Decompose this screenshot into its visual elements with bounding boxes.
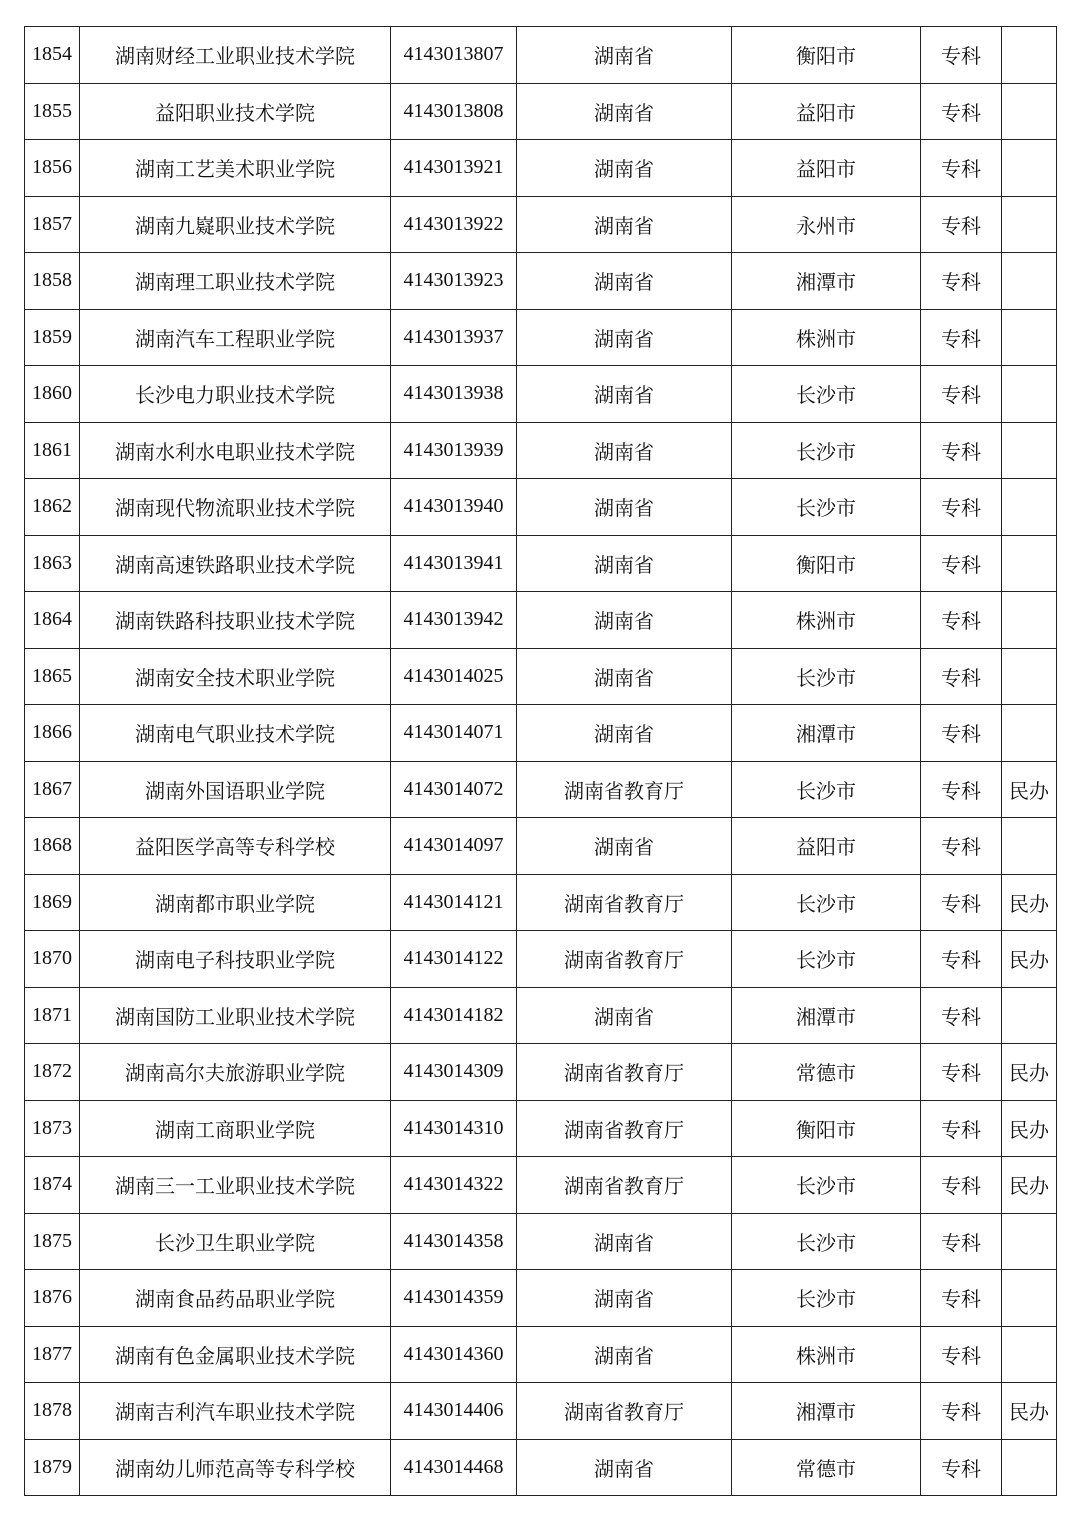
remark-cell [1002, 1326, 1057, 1383]
city-cell: 株洲市 [732, 309, 921, 366]
row-number-cell: 1867 [25, 761, 80, 818]
institution-code-cell: 4143014097 [391, 818, 517, 875]
city-cell: 株洲市 [732, 1326, 921, 1383]
remark-cell [1002, 818, 1057, 875]
supervising-department-cell: 湖南省教育厅 [517, 874, 732, 931]
institution-code-cell: 4143014358 [391, 1213, 517, 1270]
institution-name-cell: 湖南幼儿师范高等专科学校 [80, 1439, 391, 1496]
institution-name-cell: 益阳医学高等专科学校 [80, 818, 391, 875]
institution-code-cell: 4143013808 [391, 83, 517, 140]
remark-cell [1002, 1213, 1057, 1270]
education-level-cell: 专科 [921, 140, 1002, 197]
city-cell: 湘潭市 [732, 253, 921, 310]
city-cell: 益阳市 [732, 83, 921, 140]
institution-code-cell: 4143013942 [391, 592, 517, 649]
institution-name-cell: 长沙卫生职业学院 [80, 1213, 391, 1270]
education-level-cell: 专科 [921, 479, 1002, 536]
row-number-cell: 1858 [25, 253, 80, 310]
institution-code-cell: 4143013921 [391, 140, 517, 197]
supervising-department-cell: 湖南省教育厅 [517, 1044, 732, 1101]
city-cell: 长沙市 [732, 648, 921, 705]
table-row [25, 140, 1057, 197]
row-number-cell: 1878 [25, 1383, 80, 1440]
institution-name-cell: 湖南九嶷职业技术学院 [80, 196, 391, 253]
remark-cell: 民办 [1002, 761, 1057, 818]
remark-cell: 民办 [1002, 1383, 1057, 1440]
table-row [25, 1270, 1057, 1327]
remark-cell [1002, 196, 1057, 253]
institution-name-cell: 湖南现代物流职业技术学院 [80, 479, 391, 536]
institution-name-cell: 长沙电力职业技术学院 [80, 366, 391, 423]
city-cell: 长沙市 [732, 1213, 921, 1270]
institution-name-cell: 湖南高尔夫旅游职业学院 [80, 1044, 391, 1101]
remark-cell: 民办 [1002, 1100, 1057, 1157]
remark-cell [1002, 705, 1057, 762]
remark-cell [1002, 83, 1057, 140]
city-cell: 长沙市 [732, 761, 921, 818]
institution-name-cell: 湖南工商职业学院 [80, 1100, 391, 1157]
education-level-cell: 专科 [921, 874, 1002, 931]
institution-code-cell: 4143013938 [391, 366, 517, 423]
institution-code-cell: 4143013922 [391, 196, 517, 253]
table-row [25, 818, 1057, 875]
supervising-department-cell: 湖南省 [517, 253, 732, 310]
institution-code-cell: 4143014359 [391, 1270, 517, 1327]
supervising-department-cell: 湖南省 [517, 987, 732, 1044]
institution-name-cell: 湖南理工职业技术学院 [80, 253, 391, 310]
table-row [25, 83, 1057, 140]
city-cell: 株洲市 [732, 592, 921, 649]
table-row [25, 1439, 1057, 1496]
city-cell: 衡阳市 [732, 535, 921, 592]
education-level-cell: 专科 [921, 1270, 1002, 1327]
table-row [25, 705, 1057, 762]
institution-name-cell: 湖南安全技术职业学院 [80, 648, 391, 705]
education-level-cell: 专科 [921, 1044, 1002, 1101]
row-number-cell: 1877 [25, 1326, 80, 1383]
table-row [25, 1326, 1057, 1383]
row-number-cell: 1868 [25, 818, 80, 875]
supervising-department-cell: 湖南省 [517, 1213, 732, 1270]
remark-cell [1002, 1439, 1057, 1496]
supervising-department-cell: 湖南省 [517, 196, 732, 253]
remark-cell [1002, 140, 1057, 197]
remark-cell [1002, 592, 1057, 649]
institution-name-cell: 湖南水利水电职业技术学院 [80, 422, 391, 479]
table-row [25, 592, 1057, 649]
education-level-cell: 专科 [921, 196, 1002, 253]
remark-cell: 民办 [1002, 1157, 1057, 1214]
row-number-cell: 1861 [25, 422, 80, 479]
institution-code-cell: 4143013939 [391, 422, 517, 479]
city-cell: 长沙市 [732, 1270, 921, 1327]
row-number-cell: 1854 [25, 27, 80, 84]
table-row [25, 1044, 1057, 1101]
city-cell: 衡阳市 [732, 27, 921, 84]
city-cell: 长沙市 [732, 1157, 921, 1214]
row-number-cell: 1859 [25, 309, 80, 366]
education-level-cell: 专科 [921, 1326, 1002, 1383]
remark-cell: 民办 [1002, 931, 1057, 988]
education-level-cell: 专科 [921, 705, 1002, 762]
supervising-department-cell: 湖南省教育厅 [517, 1100, 732, 1157]
education-level-cell: 专科 [921, 818, 1002, 875]
city-cell: 益阳市 [732, 818, 921, 875]
institution-name-cell: 湖南工艺美术职业学院 [80, 140, 391, 197]
city-cell: 衡阳市 [732, 1100, 921, 1157]
row-number-cell: 1863 [25, 535, 80, 592]
supervising-department-cell: 湖南省 [517, 648, 732, 705]
table-row [25, 1213, 1057, 1270]
row-number-cell: 1865 [25, 648, 80, 705]
education-level-cell: 专科 [921, 83, 1002, 140]
city-cell: 长沙市 [732, 366, 921, 423]
education-level-cell: 专科 [921, 309, 1002, 366]
table-row [25, 479, 1057, 536]
table-row [25, 931, 1057, 988]
supervising-department-cell: 湖南省 [517, 818, 732, 875]
table-row [25, 1383, 1057, 1440]
institution-code-cell: 4143014309 [391, 1044, 517, 1101]
table-body [25, 27, 1057, 1496]
institution-name-cell: 湖南财经工业职业技术学院 [80, 27, 391, 84]
table-row [25, 366, 1057, 423]
institution-name-cell: 湖南国防工业职业技术学院 [80, 987, 391, 1044]
institution-name-cell: 湖南都市职业学院 [80, 874, 391, 931]
supervising-department-cell: 湖南省 [517, 1326, 732, 1383]
institution-code-cell: 4143014122 [391, 931, 517, 988]
supervising-department-cell: 湖南省 [517, 366, 732, 423]
table-row [25, 1157, 1057, 1214]
institution-name-cell: 湖南食品药品职业学院 [80, 1270, 391, 1327]
remark-cell [1002, 27, 1057, 84]
table-row [25, 196, 1057, 253]
institution-name-cell: 湖南电气职业技术学院 [80, 705, 391, 762]
supervising-department-cell: 湖南省 [517, 1270, 732, 1327]
institution-code-cell: 4143014310 [391, 1100, 517, 1157]
institution-code-cell: 4143014406 [391, 1383, 517, 1440]
row-number-cell: 1870 [25, 931, 80, 988]
institution-code-cell: 4143014182 [391, 987, 517, 1044]
supervising-department-cell: 湖南省 [517, 422, 732, 479]
institution-code-cell: 4143013941 [391, 535, 517, 592]
table-row [25, 309, 1057, 366]
education-level-cell: 专科 [921, 535, 1002, 592]
row-number-cell: 1869 [25, 874, 80, 931]
supervising-department-cell: 湖南省 [517, 309, 732, 366]
education-level-cell: 专科 [921, 253, 1002, 310]
table-row [25, 874, 1057, 931]
supervising-department-cell: 湖南省 [517, 535, 732, 592]
supervising-department-cell: 湖南省 [517, 83, 732, 140]
institution-code-cell: 4143014468 [391, 1439, 517, 1496]
supervising-department-cell: 湖南省 [517, 27, 732, 84]
table-row [25, 987, 1057, 1044]
institution-name-cell: 湖南高速铁路职业技术学院 [80, 535, 391, 592]
row-number-cell: 1860 [25, 366, 80, 423]
supervising-department-cell: 湖南省教育厅 [517, 1383, 732, 1440]
remark-cell: 民办 [1002, 874, 1057, 931]
institution-name-cell: 益阳职业技术学院 [80, 83, 391, 140]
city-cell: 常德市 [732, 1044, 921, 1101]
remark-cell [1002, 422, 1057, 479]
table-row [25, 1100, 1057, 1157]
city-cell: 湘潭市 [732, 1383, 921, 1440]
remark-cell [1002, 648, 1057, 705]
city-cell: 永州市 [732, 196, 921, 253]
row-number-cell: 1879 [25, 1439, 80, 1496]
education-level-cell: 专科 [921, 1100, 1002, 1157]
city-cell: 长沙市 [732, 479, 921, 536]
remark-cell [1002, 309, 1057, 366]
education-level-cell: 专科 [921, 1439, 1002, 1496]
supervising-department-cell: 湖南省 [517, 592, 732, 649]
city-cell: 长沙市 [732, 874, 921, 931]
remark-cell: 民办 [1002, 1044, 1057, 1101]
row-number-cell: 1874 [25, 1157, 80, 1214]
education-level-cell: 专科 [921, 27, 1002, 84]
city-cell: 长沙市 [732, 931, 921, 988]
supervising-department-cell: 湖南省教育厅 [517, 761, 732, 818]
supervising-department-cell: 湖南省 [517, 140, 732, 197]
table-row [25, 535, 1057, 592]
row-number-cell: 1875 [25, 1213, 80, 1270]
row-number-cell: 1871 [25, 987, 80, 1044]
institution-code-cell: 4143014322 [391, 1157, 517, 1214]
institution-code-cell: 4143013940 [391, 479, 517, 536]
table-row [25, 422, 1057, 479]
institution-name-cell: 湖南有色金属职业技术学院 [80, 1326, 391, 1383]
institution-code-cell: 4143014121 [391, 874, 517, 931]
institution-name-cell: 湖南铁路科技职业技术学院 [80, 592, 391, 649]
city-cell: 湘潭市 [732, 987, 921, 1044]
institution-code-cell: 4143013923 [391, 253, 517, 310]
row-number-cell: 1872 [25, 1044, 80, 1101]
supervising-department-cell: 湖南省 [517, 1439, 732, 1496]
remark-cell [1002, 535, 1057, 592]
city-cell: 湘潭市 [732, 705, 921, 762]
institution-name-cell: 湖南汽车工程职业学院 [80, 309, 391, 366]
institution-name-cell: 湖南电子科技职业学院 [80, 931, 391, 988]
remark-cell [1002, 366, 1057, 423]
row-number-cell: 1855 [25, 83, 80, 140]
remark-cell [1002, 253, 1057, 310]
institution-name-cell: 湖南外国语职业学院 [80, 761, 391, 818]
supervising-department-cell: 湖南省教育厅 [517, 1157, 732, 1214]
city-cell: 常德市 [732, 1439, 921, 1496]
row-number-cell: 1873 [25, 1100, 80, 1157]
education-level-cell: 专科 [921, 761, 1002, 818]
city-cell: 长沙市 [732, 422, 921, 479]
row-number-cell: 1862 [25, 479, 80, 536]
row-number-cell: 1864 [25, 592, 80, 649]
education-level-cell: 专科 [921, 987, 1002, 1044]
supervising-department-cell: 湖南省教育厅 [517, 931, 732, 988]
education-level-cell: 专科 [921, 648, 1002, 705]
institution-name-cell: 湖南三一工业职业技术学院 [80, 1157, 391, 1214]
education-level-cell: 专科 [921, 1383, 1002, 1440]
supervising-department-cell: 湖南省 [517, 705, 732, 762]
education-level-cell: 专科 [921, 422, 1002, 479]
remark-cell [1002, 479, 1057, 536]
institution-code-cell: 4143014072 [391, 761, 517, 818]
row-number-cell: 1866 [25, 705, 80, 762]
institution-name-cell: 湖南吉利汽车职业技术学院 [80, 1383, 391, 1440]
education-level-cell: 专科 [921, 1157, 1002, 1214]
remark-cell [1002, 1270, 1057, 1327]
education-level-cell: 专科 [921, 366, 1002, 423]
institution-code-cell: 4143013937 [391, 309, 517, 366]
education-level-cell: 专科 [921, 1213, 1002, 1270]
table-row [25, 648, 1057, 705]
education-level-cell: 专科 [921, 592, 1002, 649]
education-level-cell: 专科 [921, 931, 1002, 988]
row-number-cell: 1857 [25, 196, 80, 253]
table-row [25, 253, 1057, 310]
row-number-cell: 1856 [25, 140, 80, 197]
institution-code-cell: 4143014025 [391, 648, 517, 705]
table-row [25, 761, 1057, 818]
city-cell: 益阳市 [732, 140, 921, 197]
supervising-department-cell: 湖南省 [517, 479, 732, 536]
institution-code-cell: 4143014071 [391, 705, 517, 762]
table-row [25, 27, 1057, 84]
row-number-cell: 1876 [25, 1270, 80, 1327]
institution-code-cell: 4143013807 [391, 27, 517, 84]
institution-code-cell: 4143014360 [391, 1326, 517, 1383]
institution-table [24, 26, 1057, 1496]
remark-cell [1002, 987, 1057, 1044]
